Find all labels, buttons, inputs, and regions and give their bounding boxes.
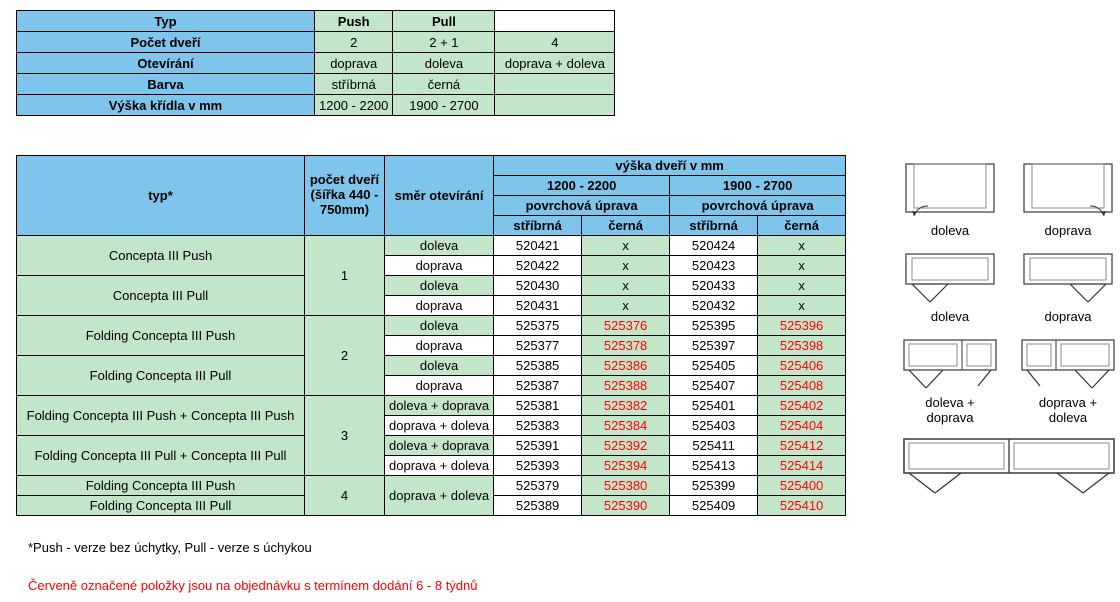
code-cell: 525409 — [670, 496, 758, 516]
door-diagrams — [900, 160, 1120, 497]
open-direction: doprava + doleva — [385, 476, 494, 516]
code-cell: x — [582, 296, 670, 316]
code-cell: 525403 — [670, 416, 758, 436]
footnote-types: *Push - verze bez úchytky, Pull - verze s úchykou — [28, 540, 312, 555]
code-cell: x — [582, 276, 670, 296]
code-cell: 525394 — [582, 456, 670, 476]
header-range-2: 1900 - 2700 — [670, 176, 846, 196]
product-type: Concepta III Push — [17, 236, 305, 276]
code-cell: 525378 — [582, 336, 670, 356]
cell-value: doprava + doleva — [495, 53, 615, 74]
cell-value: 1900 - 2700 — [393, 95, 495, 116]
product-codes-table — [16, 155, 846, 516]
double-door-left-right-icon — [900, 336, 1000, 394]
cell-value: černá — [393, 74, 495, 95]
code-cell: x — [758, 256, 846, 276]
code-cell: 525411 — [670, 436, 758, 456]
code-cell: 525414 — [758, 456, 846, 476]
open-direction: doprava — [385, 376, 494, 396]
code-cell: 525380 — [582, 476, 670, 496]
single-door-left-icon — [900, 160, 1000, 222]
table-row — [17, 236, 846, 256]
header-silver-1: stříbrná — [494, 216, 582, 236]
door-count: 1 — [305, 236, 385, 316]
code-cell: 525391 — [494, 436, 582, 456]
code-cell: 525389 — [494, 496, 582, 516]
code-cell: 520430 — [494, 276, 582, 296]
code-cell: 525412 — [758, 436, 846, 456]
open-direction: doprava — [385, 336, 494, 356]
row-label: Typ — [17, 11, 315, 32]
table-row — [17, 74, 615, 95]
code-cell: 520424 — [670, 236, 758, 256]
double-door-right-left-icon — [1018, 336, 1118, 394]
code-cell: 520433 — [670, 276, 758, 296]
open-direction: doprava — [385, 256, 494, 276]
code-cell: 525398 — [758, 336, 846, 356]
code-cell: x — [758, 276, 846, 296]
product-type: Folding Concepta III Push — [17, 316, 305, 356]
cell-value: 2 — [315, 32, 393, 53]
code-cell: 525397 — [670, 336, 758, 356]
open-direction: doleva — [385, 356, 494, 376]
code-cell: 525401 — [670, 396, 758, 416]
code-cell: 520431 — [494, 296, 582, 316]
table-header-row — [17, 156, 846, 176]
footnote-red-items: Červeně označené položky jsou na objednávku s termínem dodání 6 - 8 týdnů — [28, 578, 478, 593]
table-row — [17, 436, 846, 456]
cell-value: 2 + 1 — [393, 32, 495, 53]
code-cell: 525393 — [494, 456, 582, 476]
code-cell: 525392 — [582, 436, 670, 456]
door-count: 2 — [305, 316, 385, 396]
product-type: Folding Concepta III Push — [17, 476, 305, 496]
diagram-caption: doprava — [1044, 223, 1092, 238]
open-direction: doleva + doprava — [385, 396, 494, 416]
code-cell: 525410 — [758, 496, 846, 516]
cell-value — [495, 74, 615, 95]
diagram-row-double — [900, 336, 1120, 425]
row-label: Výška křídla v mm — [17, 95, 315, 116]
table-row — [17, 476, 846, 496]
code-cell: 520423 — [670, 256, 758, 276]
code-cell: x — [582, 256, 670, 276]
code-cell: 525385 — [494, 356, 582, 376]
code-cell: 525387 — [494, 376, 582, 396]
code-cell: x — [758, 296, 846, 316]
open-direction: doprava + doleva — [385, 456, 494, 476]
product-type: Concepta III Pull — [17, 276, 305, 316]
door-count: 3 — [305, 396, 385, 476]
cell-value: Push — [315, 11, 393, 32]
cell-value: Pull — [393, 11, 495, 32]
table-row — [17, 53, 615, 74]
code-cell: 520421 — [494, 236, 582, 256]
code-cell: 525377 — [494, 336, 582, 356]
table-row — [17, 356, 846, 376]
table-row — [17, 95, 615, 116]
diagram-caption: doleva — [930, 223, 970, 238]
folding-door-left-icon — [900, 250, 1000, 308]
product-type: Folding Concepta III Pull — [17, 356, 305, 396]
product-type: Folding Concepta III Pull — [17, 496, 305, 516]
code-cell: 525383 — [494, 416, 582, 436]
row-label: Otevírání — [17, 53, 315, 74]
code-cell: 525405 — [670, 356, 758, 376]
code-cell: 520422 — [494, 256, 582, 276]
code-cell: 525404 — [758, 416, 846, 436]
product-type: Folding Concepta III Pull + Concepta III Pull — [17, 436, 305, 476]
open-direction: doprava + doleva — [385, 416, 494, 436]
code-cell: 525408 — [758, 376, 846, 396]
cell-value: doleva — [393, 53, 495, 74]
code-cell: 525376 — [582, 316, 670, 336]
four-door-icon — [900, 435, 1118, 497]
code-cell: 525381 — [494, 396, 582, 416]
header-finish-1: povrchová úprava — [494, 196, 670, 216]
table-row — [17, 11, 615, 32]
open-direction: doprava — [385, 296, 494, 316]
summary-table — [16, 10, 615, 116]
code-cell: 525400 — [758, 476, 846, 496]
cell-value: stříbrná — [315, 74, 393, 95]
code-cell: 525399 — [670, 476, 758, 496]
door-count: 4 — [305, 476, 385, 516]
row-label: Barva — [17, 74, 315, 95]
code-cell: x — [758, 236, 846, 256]
header-vyska: výška dveří v mm — [494, 156, 846, 176]
code-cell: 525388 — [582, 376, 670, 396]
code-cell: 525406 — [758, 356, 846, 376]
diagram-row-single — [900, 160, 1120, 238]
diagram-caption: doprava + doleva — [1038, 395, 1098, 425]
code-cell: 525386 — [582, 356, 670, 376]
cell-value: 4 — [495, 32, 615, 53]
table-row — [17, 396, 846, 416]
cell-value — [495, 11, 615, 32]
code-cell: 525379 — [494, 476, 582, 496]
table-row — [17, 276, 846, 296]
code-cell: 525402 — [758, 396, 846, 416]
header-silver-2: stříbrná — [670, 216, 758, 236]
open-direction: doleva — [385, 276, 494, 296]
code-cell: 525390 — [582, 496, 670, 516]
header-finish-2: povrchová úprava — [670, 196, 846, 216]
code-cell: 520432 — [670, 296, 758, 316]
header-range-1: 1200 - 2200 — [494, 176, 670, 196]
table-row — [17, 316, 846, 336]
cell-value — [495, 95, 615, 116]
header-black-1: černá — [582, 216, 670, 236]
code-cell: 525382 — [582, 396, 670, 416]
header-smer: směr otevírání — [385, 156, 494, 236]
product-type: Folding Concepta III Push + Concepta III Push — [17, 396, 305, 436]
diagram-row-folding — [900, 250, 1120, 324]
code-cell: 525396 — [758, 316, 846, 336]
single-door-right-icon — [1018, 160, 1118, 222]
diagram-caption: doleva — [930, 309, 970, 324]
row-label: Počet dveří — [17, 32, 315, 53]
header-black-2: černá — [758, 216, 846, 236]
folding-door-right-icon — [1018, 250, 1118, 308]
open-direction: doleva + doprava — [385, 436, 494, 456]
open-direction: doleva — [385, 316, 494, 336]
code-cell: 525375 — [494, 316, 582, 336]
code-cell: 525395 — [670, 316, 758, 336]
diagram-caption: doprava — [1044, 309, 1092, 324]
code-cell: 525413 — [670, 456, 758, 476]
cell-value: doprava — [315, 53, 393, 74]
code-cell: 525384 — [582, 416, 670, 436]
cell-value: 1200 - 2200 — [315, 95, 393, 116]
diagram-caption: doleva + doprava — [925, 395, 975, 425]
header-pocet: počet dveří (šířka 440 - 750mm) — [305, 156, 385, 236]
diagram-row-quad — [900, 435, 1120, 497]
code-cell: x — [582, 236, 670, 256]
table-row — [17, 32, 615, 53]
open-direction: doleva — [385, 236, 494, 256]
header-typ: typ* — [17, 156, 305, 236]
code-cell: 525407 — [670, 376, 758, 396]
